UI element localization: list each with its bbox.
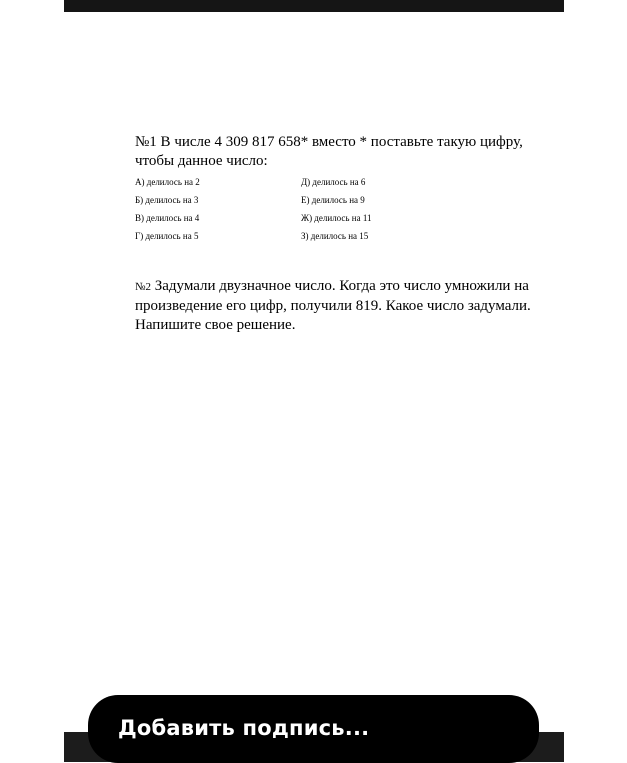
task1-title: №1 В числе 4 309 817 658* вместо * поставьте такую цифру, чтобы данное число: xyxy=(135,134,523,169)
option-d: Д) делилось на 6 xyxy=(301,177,366,187)
add-caption-placeholder: Добавить подпись... xyxy=(118,716,370,740)
task2-text: Задумали двузначное число. Когда это число умножили на произведение его цифр, получили 819. Какое число задумали. Напишите свое решение. xyxy=(135,278,531,333)
option-zh: Ж) делилось на 11 xyxy=(301,213,372,223)
task2-paragraph xyxy=(135,277,535,335)
add-caption-field[interactable] xyxy=(88,695,539,763)
top-bar xyxy=(64,0,564,12)
task1-options xyxy=(135,176,465,243)
option-z: З) делилось на 15 xyxy=(301,231,369,241)
option-g: Г) делилось на 5 xyxy=(135,231,199,241)
option-b: Б) делилось на 3 xyxy=(135,195,199,205)
document-page xyxy=(0,12,627,762)
option-a: А) делилось на 2 xyxy=(135,177,200,187)
task2-number: №2 xyxy=(135,281,151,293)
option-e: Е) делилось на 9 xyxy=(301,195,365,205)
option-v: В) делилось на 4 xyxy=(135,213,200,223)
